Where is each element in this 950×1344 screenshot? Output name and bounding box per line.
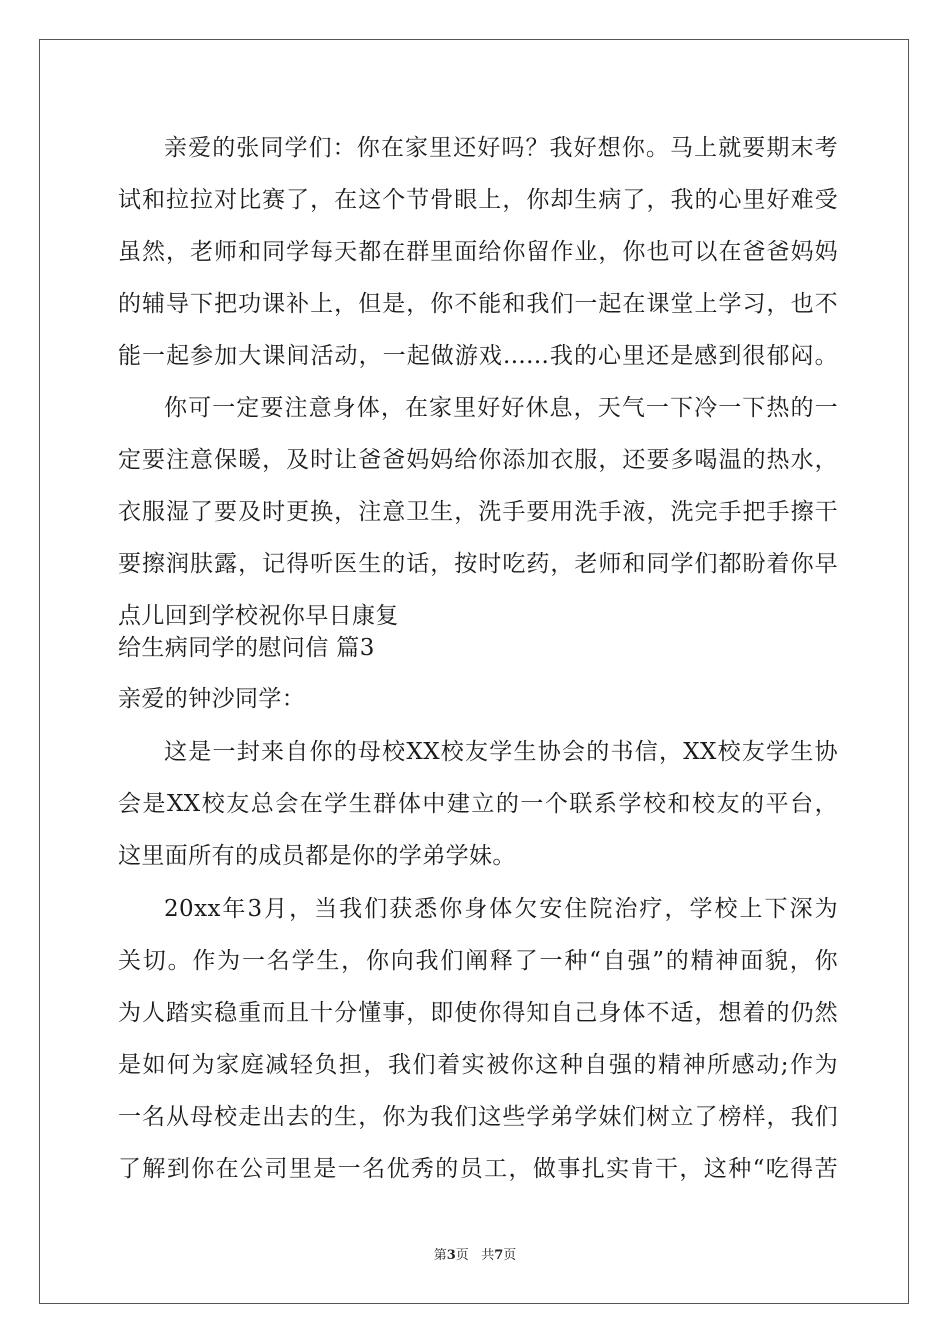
paragraph-line: 为人踏实稳重而且十分懂事，即使你得知自己身体不适，想着的仍然: [118, 1000, 838, 1026]
paragraph-line: 是如何为家庭减轻负担，我们着实被你这种自强的精神所感动;作为: [118, 1052, 838, 1078]
paragraph-line: 亲爱的张同学们：你在家里还好吗？我好想你。马上就要期末考: [164, 135, 838, 161]
paragraph-line: 你可一定要注意身体，在家里好好休息，天气一下冷一下热的一: [164, 395, 838, 421]
paragraph-line: 衣服湿了要及时更换，注意卫生，洗手要用洗手液，洗完手把手擦干: [118, 499, 838, 525]
paragraph-line: 这是一封来自你的母校XX校友学生协会的书信，XX校友学生协: [164, 739, 838, 765]
paragraph-line: 虽然，老师和同学每天都在群里面给你留作业，你也可以在爸爸妈妈: [118, 239, 838, 265]
paragraph-line: 的辅导下把功课补上，但是，你不能和我们一起在课堂上学习，也不: [118, 291, 838, 317]
paragraph-line: 一名从母校走出去的生，你为我们这些学弟学妹们树立了榜样，我们: [118, 1104, 838, 1130]
page-footer: [0, 1246, 950, 1266]
paragraph-line: 了解到你在公司里是一名优秀的员工，做事扎实肯干，这种“吃得苦: [118, 1156, 838, 1182]
total-pages: 7: [494, 1248, 504, 1263]
paragraph-line: 要擦润肤露，记得听医生的话，按时吃药，老师和同学们都盼着你早: [118, 551, 838, 577]
paragraph-line: 会是XX校友总会在学生群体中建立的一个联系学校和校友的平台，: [118, 791, 838, 817]
total-suffix: 页: [503, 1248, 517, 1263]
paragraph-line: 关切。作为一名学生，你向我们阐释了一种“自强”的精神面貌，你: [118, 948, 838, 974]
salutation: 亲爱的钟沙同学：: [118, 686, 306, 712]
page-number: 3: [446, 1248, 456, 1263]
page-prefix: 第: [433, 1248, 447, 1263]
paragraph-line: 这里面所有的成员都是你的学弟学妹。: [118, 843, 516, 869]
paragraph-line: 能一起参加大课间活动，一起做游戏......我的心里还是感到很郁闷。: [118, 343, 838, 369]
paragraph-line: 20xx年3月，当我们获悉你身体欠安住院治疗，学校上下深为: [164, 896, 838, 922]
paragraph-line: 定要注意保暖，及时让爸爸妈妈给你添加衣服，还要多喝温的热水，: [118, 447, 838, 473]
section-heading: 给生病同学的慰问信 篇3: [118, 635, 375, 661]
page-suffix: 页: [455, 1248, 469, 1263]
paragraph-line: 试和拉拉对比赛了，在这个节骨眼上，你却生病了，我的心里好难受: [118, 187, 838, 213]
paragraph-line: 点儿回到学校祝你早日康复: [118, 603, 399, 629]
total-prefix: 共: [481, 1248, 495, 1263]
